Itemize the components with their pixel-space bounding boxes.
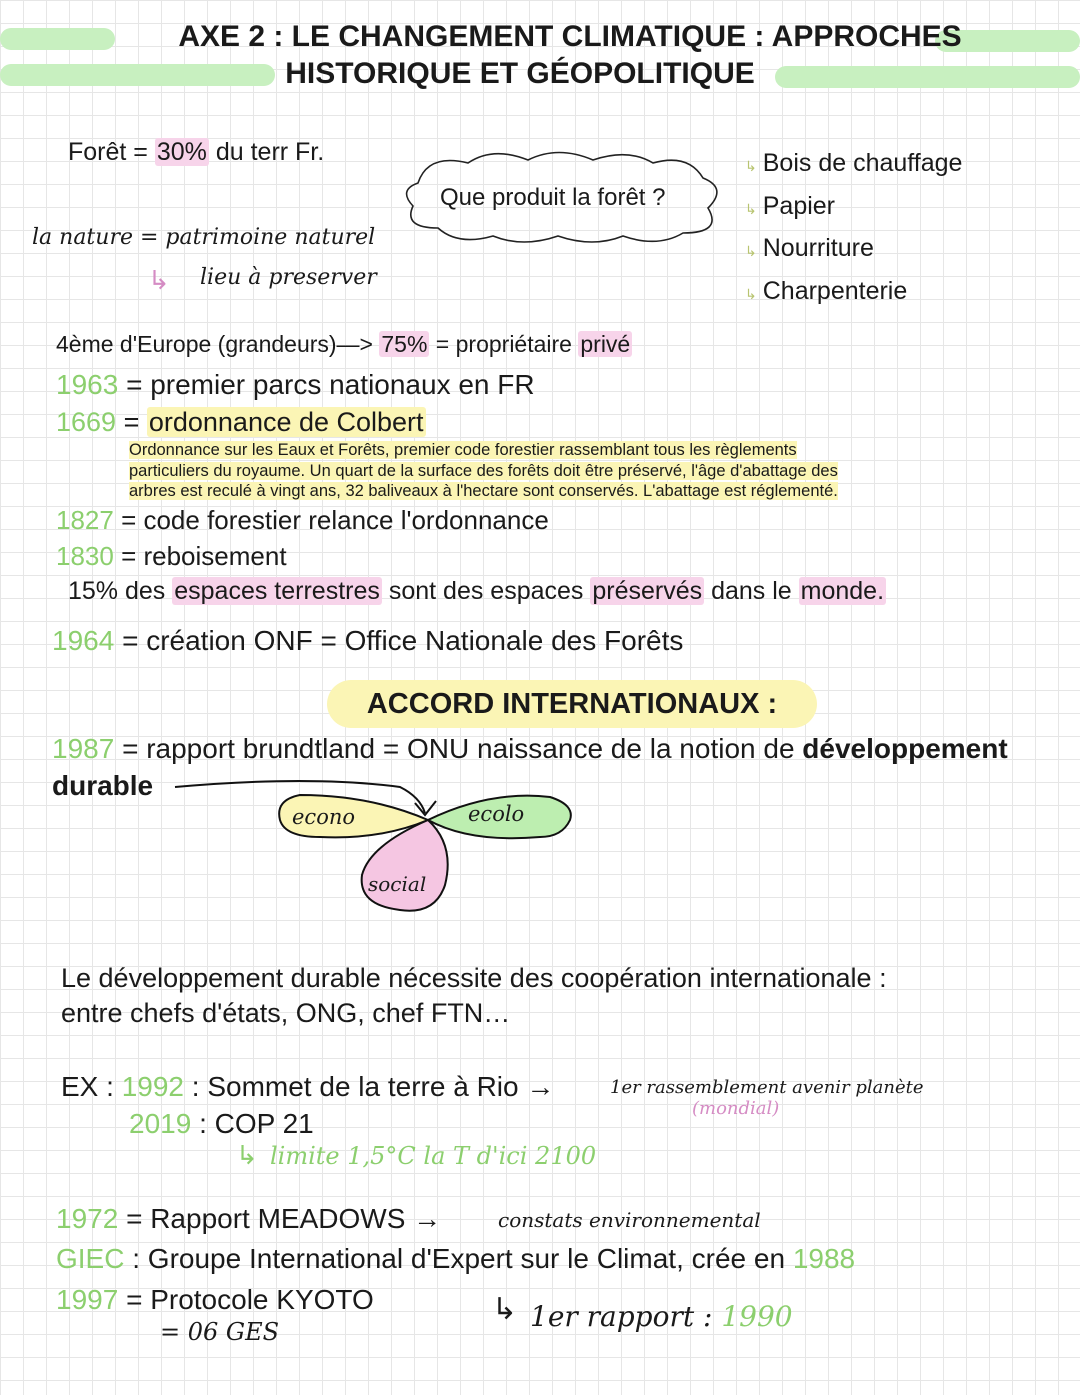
fact-1992: EX : 1992 : Sommet de la terre à Rio → [61,1071,555,1102]
europe-fact: 4ème d'Europe (grandeurs)—> 75% = propriétaire privé [56,331,631,357]
forest-question: Que produit la forêt ? [440,184,666,211]
fact-giec: GIEC : Groupe International d'Expert sur le Climat, crée en 1988 [56,1243,856,1274]
arrow-icon: ↳ [745,200,757,217]
cooperation-line1: Le développement durable nécessite des coopération internationale : [61,963,887,993]
page-title-line1: AXE 2 : LE CHANGEMENT CLIMATIQUE : APPROCHES [178,20,962,53]
sustainability-diagram [170,775,590,945]
right-arrow-icon: → [413,1203,442,1234]
arrow-icon: ↳ [745,243,757,259]
rapport-arrow-icon: ↳ [492,1293,518,1326]
accords-heading: ACCORD INTERNATIONAUX : [327,680,817,728]
pointer-arrowhead [415,801,436,815]
page-title-line2: HISTORIQUE ET GÉOPOLITIQUE [285,57,755,90]
product-item: ↳ Nourriture [745,234,874,262]
ecolo-label: ecolo [468,802,525,826]
nature-note: la nature = patrimoine naturel [32,225,376,250]
fact-1987: 1987 = rapport brundtland = ONU naissance de la notion de développement [52,733,1008,764]
product-item: ↳ Charpenterie [745,276,908,305]
product-item: ↳ Papier [745,191,835,220]
rio-note-world: (mondial) [692,1098,780,1119]
rio-note: 1er rassemblement avenir planète [610,1077,924,1098]
product-list [745,144,962,314]
fact-15-percent: 15% des espaces terrestres sont des espaces préservés dans le monde. [68,577,885,605]
fact-1972: 1972 = Rapport MEADOWS → [56,1203,442,1234]
meadows-note: constats environnemental [498,1208,761,1232]
fact-1964: 1964 = création ONF = Office Nationale des Forêts [52,625,684,656]
fact-1997: 1997 = Protocole KYOTO [56,1284,374,1315]
cooperation-line2: entre chefs d'états, ONG, chef FTN… [61,998,511,1028]
arrow-icon: ↳ [745,285,757,302]
preserve-note: lieu à preserver [200,265,377,290]
fact-1830: 1830 = reboisement [56,541,287,571]
right-arrow-icon: → [526,1071,555,1102]
product-item: ↳ Bois de chauffage [745,149,963,177]
cop-arrow-icon: ↳ [236,1140,258,1170]
note-arrow-icon: ↳ [148,265,170,295]
econo-label: econo [292,805,355,829]
fact-1827: 1827 = code forestier relance l'ordonnance [56,505,549,535]
fact-1669: 1669 = ordonnance de Colbert [56,407,424,437]
fact-2019: 2019 : COP 21 [129,1108,314,1139]
kyoto-note: = 06 GES [160,1318,280,1346]
fact-1987-line2: durable [52,770,154,801]
forest-share: Forêt = 30% du terr Fr. [68,138,325,166]
arrow-icon: ↳ [745,158,757,174]
colbert-description: Ordonnance sur les Eaux et Forêts, premier code forestier rassemblant tous les règlements particuliers du royaume. Un quart de la surface des forêts doit être préservé, l'âge d'abattage des arbres est reculé à vingt ans, 32 baliveaux à l'hectare sont conservés. L'abattage est réglementé. [129,441,838,500]
fact-1963: 1963 = premier parcs nationaux en FR [56,369,535,400]
rapport-note: 1er rapport : 1990 [530,1300,793,1333]
social-label: social [368,872,427,896]
cop-note: limite 1,5°C la T d'ici 2100 [270,1142,597,1170]
